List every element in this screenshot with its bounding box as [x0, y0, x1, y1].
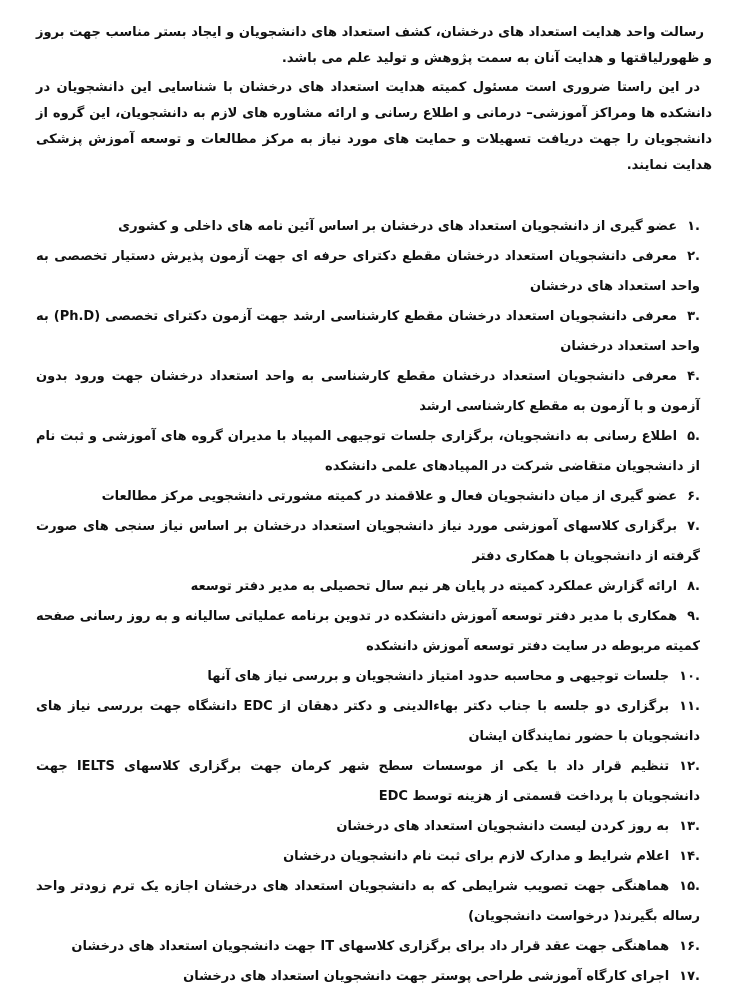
- item-text: معرفی دانشجویان استعداد درخشان مقطع کارشناسی به واحد استعداد درخشان جهت ورود بدون آزمون و با آزمون به مقطع کارشناسی ارشد: [36, 369, 700, 414]
- list-item: [36, 242, 710, 302]
- item-text: جلسات توجیهی و محاسبه حدود امتیاز دانشجویان و بررسی نیاز های آنها: [207, 669, 670, 684]
- item-text: همکاری با مدیر دفتر توسعه آموزش دانشکده در تدوین برنامه عملیاتی سالیانه و به روز رسانی صفحه کمیته مربوطه در سایت دفتر توسعه آموزش دانشکده: [36, 609, 700, 654]
- item-number: .۲: [687, 249, 700, 264]
- item-number: .۱۱: [679, 699, 700, 714]
- item-text: اعلام شرایط و مدارک لازم برای ثبت نام دانشجویان درخشان: [283, 849, 670, 864]
- list-item: [36, 362, 710, 422]
- list-item: [36, 482, 710, 512]
- item-text: هماهنگی جهت تصویب شرایطی که به دانشجویان استعداد های درخشان اجازه یک ترم زودتر واحد رساله بگیرند( درخواست دانشجویان): [36, 879, 700, 924]
- list-item: [36, 302, 710, 362]
- duties-list: [36, 212, 712, 992]
- list-item: [36, 812, 710, 842]
- item-text: معرفی دانشجویان استعداد درخشان مقطع کارشناسی ارشد جهت آزمون دکترای تخصصی (Ph.D) به واحد استعداد درخشان: [36, 309, 700, 354]
- list-item: [36, 512, 710, 572]
- list-item: [36, 212, 710, 242]
- item-number: .۷: [687, 519, 700, 534]
- item-text: به روز کردن لیست دانشجویان استعداد های درخشان: [336, 819, 670, 834]
- list-item: [36, 842, 710, 872]
- item-text: هماهنگی جهت عقد قرار داد برای برگزاری کلاسهای IT جهت دانشجویان استعداد های درخشان: [71, 939, 670, 954]
- list-item: [36, 932, 710, 962]
- item-text: ارائه گزارش عملکرد کمیته در پایان هر نیم سال تحصیلی به مدیر دفتر توسعه: [190, 579, 678, 594]
- item-number: .۶: [687, 489, 700, 504]
- list-item: [36, 602, 710, 662]
- list-item: [36, 422, 710, 482]
- item-number: .۱۰: [679, 669, 700, 684]
- item-text: عضو گیری از میان دانشجویان فعال و علاقمند در کمیته مشورتی دانشجویی مرکز مطالعات: [101, 489, 678, 504]
- item-text: اجرای کارگاه آموزشی طراحی پوستر جهت دانشجویان استعداد های درخشان: [183, 969, 670, 984]
- list-item: [36, 662, 710, 692]
- list-item: [36, 872, 710, 932]
- item-number: .۱۶: [679, 939, 700, 954]
- list-item: [36, 572, 710, 602]
- item-number: .۱۷: [679, 969, 700, 984]
- item-number: .۴: [687, 369, 700, 384]
- item-text: برگزاری دو جلسه با جناب دکتر بهاءالدینی و دکتر دهقان از EDC دانشگاه جهت بررسی نیاز های دانشجویان با حضور نمایندگان ایشان: [36, 699, 700, 744]
- list-item: [36, 752, 710, 812]
- item-number: .۱۲: [679, 759, 700, 774]
- item-number: .۱۴: [679, 849, 700, 864]
- item-number: .۵: [687, 429, 700, 444]
- item-number: .۱۵: [679, 879, 700, 894]
- item-number: .۹: [687, 609, 700, 624]
- item-number: .۳: [687, 309, 700, 324]
- item-text: اطلاع رسانی به دانشجویان، برگزاری جلسات توجیهی المپیاد با مدیران گروه های آموزشی و ثبت نام از دانشجویان متقاضی شرکت در المپیادهای علمی دانشکده: [36, 429, 700, 474]
- item-number: .۱۳: [679, 819, 700, 834]
- item-text: تنظیم قرار داد با یکی از موسسات سطح شهر کرمان جهت برگزاری کلاسهای IELTS جهت دانشجویان با پرداخت قسمتی از هزینه توسط EDC: [36, 759, 700, 804]
- item-text: معرفی دانشجویان استعداد درخشان مقطع دکترای حرفه ای جهت آزمون پذیرش دستیار تخصصی به واحد استعداد های درخشان: [36, 249, 700, 294]
- item-number: .۱: [687, 219, 700, 234]
- intro-paragraph-responsibility: در این راستا ضروری است مسئول کمیته هدایت استعداد های درخشان با شناسایی این دانشجویان در دانشکده ها ومراکز آموزشی– درمانی و اطلاع رسانی و ارائه مشاوره های لازم به دانشجویان، این گروه از دانشجویان را جهت دریافت تسهیلات و حمایت های مورد نیاز به مرکز مطالعات و توسعه آموزش پزشکی هدایت نمایند.: [36, 80, 712, 173]
- item-text: عضو گیری از دانشجویان استعداد های درخشان بر اساس آئین نامه های داخلی و کشوری: [118, 219, 678, 234]
- list-item: [36, 962, 710, 992]
- intro-paragraph-mission: رسالت واحد هدایت استعداد های درخشان، کشف استعداد های دانشجویان و ایجاد بستر مناسب جهت بروز و ظهورلیاقتها و هدایت آنان به سمت پژوهش و تولید علم می باشد.: [36, 25, 712, 66]
- list-item: [36, 692, 710, 752]
- item-text: برگزاری کلاسهای آموزشی مورد نیاز دانشجویان استعداد درخشان بر اساس نیاز سنجی های صورت گرفته از دانشجویان با همکاری دفتر: [36, 519, 700, 564]
- item-number: .۸: [687, 579, 700, 594]
